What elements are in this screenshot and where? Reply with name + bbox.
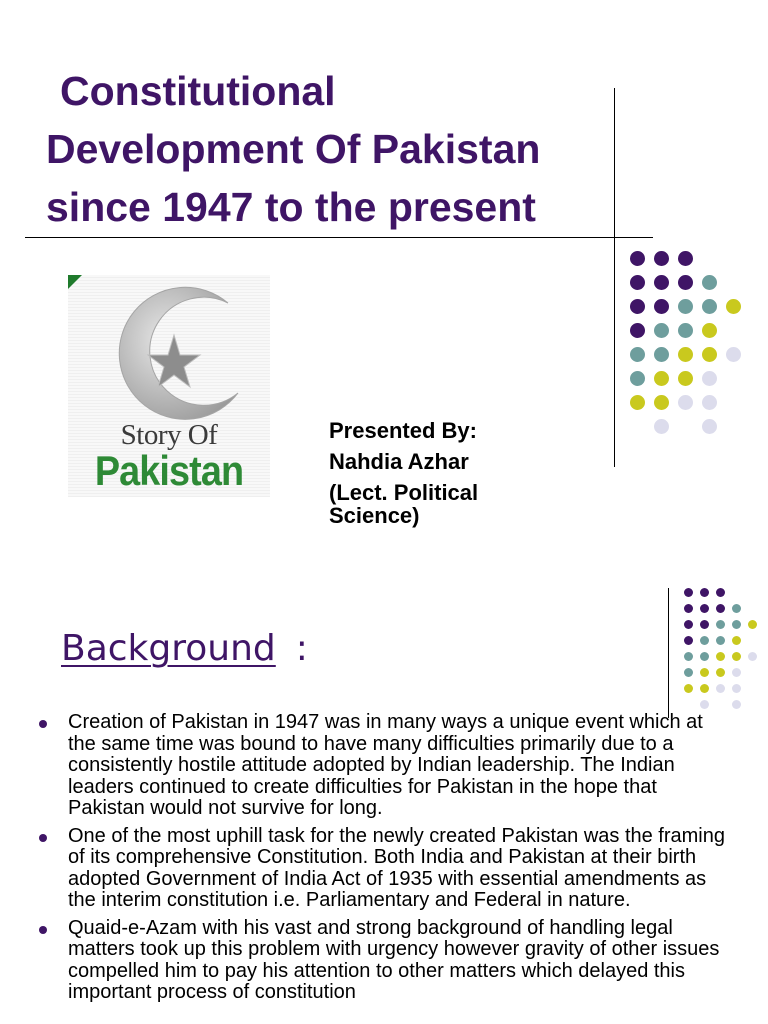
- decorative-dot: [702, 275, 717, 290]
- decorative-dot: [700, 684, 709, 693]
- decorative-dot: [716, 668, 725, 677]
- decorative-dot: [716, 652, 725, 661]
- decorative-dot: [702, 395, 717, 410]
- decorative-dot: [748, 652, 757, 661]
- background-bullet-list: [36, 712, 736, 1010]
- decorative-dot: [716, 636, 725, 645]
- presenter-block: [329, 419, 589, 527]
- decorative-dot: [654, 299, 669, 314]
- decorative-dot: [702, 419, 717, 434]
- decorative-dot: [630, 395, 645, 410]
- decorative-dot: [630, 299, 645, 314]
- decorative-dot: [630, 323, 645, 338]
- decorative-dot: [716, 620, 725, 629]
- decorative-dot: [732, 620, 741, 629]
- crescent-star-icon: [68, 275, 270, 425]
- title-line-3: since 1947 to the present: [46, 184, 536, 230]
- decorative-dot: [684, 668, 693, 677]
- slide-title: [46, 62, 626, 236]
- decorative-dot: [732, 604, 741, 613]
- presenter-role-line-2: Science): [329, 503, 420, 528]
- decorative-dot: [684, 604, 693, 613]
- decorative-dot: [630, 251, 645, 266]
- decorative-dot: [702, 371, 717, 386]
- decorative-dot: [702, 347, 717, 362]
- title-line-2: Development Of Pakistan: [46, 126, 541, 172]
- decorative-dot: [654, 395, 669, 410]
- decorative-dot: [732, 636, 741, 645]
- decorative-dot: [654, 275, 669, 290]
- decorative-dot: [726, 347, 741, 362]
- logo-text-story-of: Story Of: [120, 419, 218, 451]
- bullet-item: One of the most uphill task for the newly created Pakistan was the framing of its comprehensive Constitution. Both India and Pakistan at their birth adopted Government of India Act of 1935 with essential amendments as the interim constitution i.e. Parliamentary and Federal in nature.: [36, 826, 736, 912]
- decorative-dot: [678, 347, 693, 362]
- decorative-dot: [678, 299, 693, 314]
- decorative-dot: [684, 652, 693, 661]
- decorative-dot: [716, 588, 725, 597]
- decorative-dot: [630, 347, 645, 362]
- decorative-dot: [748, 620, 757, 629]
- decorative-dot: [684, 684, 693, 693]
- section-divider-vertical: [668, 588, 669, 718]
- decorative-dot: [700, 604, 709, 613]
- decorative-dot: [732, 668, 741, 677]
- bullet-item: Quaid-e-Azam with his vast and strong background of handling legal matters took up this problem with urgency however gravity of other issues compelled him to pay his attention to other matters which delayed this important process of constitution: [36, 918, 736, 1004]
- title-line-1: Constitutional: [60, 68, 336, 114]
- decorative-dot: [684, 620, 693, 629]
- title-divider-vertical: [614, 88, 615, 467]
- decorative-dot: [716, 684, 725, 693]
- decorative-dot: [702, 299, 717, 314]
- decorative-dot: [732, 684, 741, 693]
- decorative-dot: [684, 636, 693, 645]
- decorative-dot: [700, 668, 709, 677]
- decorative-dot: [732, 652, 741, 661]
- decorative-dot: [716, 604, 725, 613]
- section-heading: [61, 628, 308, 669]
- decorative-dot: [700, 620, 709, 629]
- decorative-dot: [700, 588, 709, 597]
- presenter-label: Presented By:: [329, 418, 477, 443]
- decorative-dot: [684, 588, 693, 597]
- decorative-dot: [732, 700, 741, 709]
- section-heading-colon: :: [295, 628, 308, 669]
- decorative-dot: [678, 371, 693, 386]
- title-divider-horizontal: [25, 237, 653, 238]
- presenter-role-line-1: (Lect. Political: [329, 480, 479, 505]
- decorative-dot: [654, 419, 669, 434]
- decorative-dot: [700, 652, 709, 661]
- bullet-item: Creation of Pakistan in 1947 was in many ways a unique event which at the same time was bound to have many difficulties primarily due to a consistently hostile attitude adopted by Indian leadership. The Indian leaders continued to create difficulties for Pakistan in the hope that Pakistan would not survive for long.: [36, 712, 736, 820]
- decorative-dot: [654, 251, 669, 266]
- decorative-dot: [678, 323, 693, 338]
- decorative-dot: [700, 700, 709, 709]
- decorative-dot: [630, 275, 645, 290]
- decorative-dot: [700, 636, 709, 645]
- decorative-dot: [630, 371, 645, 386]
- decorative-dot: [678, 395, 693, 410]
- story-of-pakistan-logo: [68, 275, 270, 497]
- decorative-dot: [654, 323, 669, 338]
- decorative-dot: [678, 251, 693, 266]
- presenter-name: Nahdia Azhar: [329, 449, 469, 474]
- section-heading-text: Background: [61, 628, 276, 669]
- decorative-dot: [678, 275, 693, 290]
- decorative-dot: [654, 347, 669, 362]
- logo-text-pakistan: Pakistan: [94, 447, 244, 494]
- decorative-dot: [702, 323, 717, 338]
- decorative-dot: [654, 371, 669, 386]
- decorative-dot: [726, 299, 741, 314]
